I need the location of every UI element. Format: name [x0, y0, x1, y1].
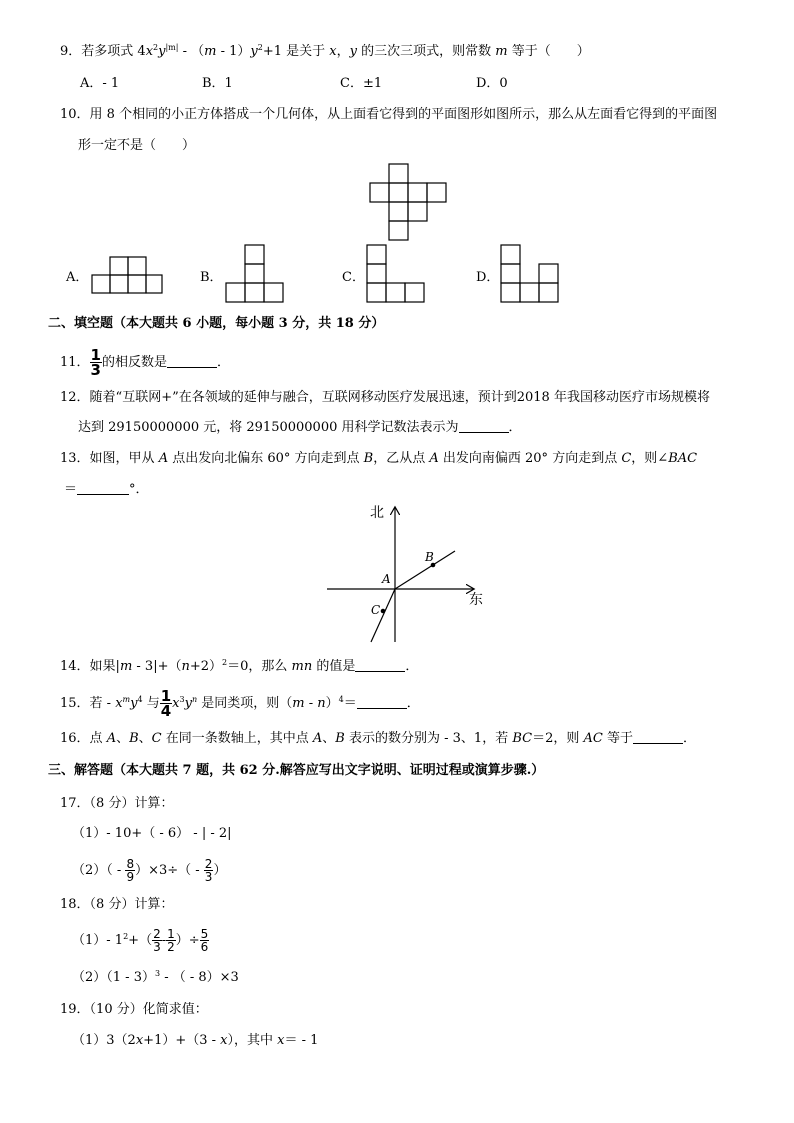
fraction — [204, 858, 214, 883]
q10-option-a-figure — [91, 256, 163, 296]
q16-text: 表示的数分别为 - 3、1，若 — [344, 731, 513, 746]
numerator: 1 — [90, 346, 101, 364]
q15-text: ） — [325, 696, 339, 711]
var-x: x — [277, 1033, 285, 1048]
q9-option-b: B．1 — [202, 76, 233, 91]
numerator: 1 — [167, 927, 175, 941]
q13-text: 出发向南偏西 20° 方向走到点 — [438, 451, 622, 466]
denominator: 4 — [160, 702, 172, 720]
q13-text: °． — [129, 482, 149, 497]
exponent: n — [191, 695, 198, 704]
numerator: 2 — [153, 927, 161, 941]
q16-text: 、 — [322, 731, 336, 746]
q9-option-a: A．- 1 — [80, 76, 120, 91]
q12-line2 — [78, 420, 522, 436]
q13-text: 点出发向北偏东 60° 方向走到点 — [168, 451, 364, 466]
denominator: 9 — [126, 870, 135, 884]
q13-text: ，则∠ — [631, 451, 669, 466]
q18-text: （1）- 1 — [72, 933, 124, 948]
q19-head: 19．（10 分）化简求值： — [60, 1002, 208, 1017]
numerator: 8 — [126, 857, 135, 871]
var-y: y — [250, 44, 258, 59]
exponent: 2 — [257, 43, 263, 52]
point-a: A — [106, 731, 117, 746]
q13-line1 — [60, 451, 697, 467]
numerator: 5 — [200, 927, 209, 941]
q18-head: 18．（8 分）计算： — [60, 897, 174, 912]
q12-end: ． — [508, 420, 522, 435]
q10-option-b-figure — [225, 244, 285, 304]
fraction — [200, 928, 210, 953]
minus-sign: - — [161, 933, 167, 948]
square — [370, 183, 389, 202]
numerator: 2 — [204, 857, 213, 871]
answer-blank[interactable] — [357, 696, 407, 709]
q15-text: 15．若 - — [60, 696, 116, 711]
var-x: x — [115, 696, 123, 711]
denominator: 6 — [200, 940, 209, 954]
q15-end: ． — [406, 696, 420, 711]
point-b: B — [363, 451, 374, 466]
answer-blank[interactable] — [459, 420, 509, 433]
section-2-title: 二、填空题（本大题共 6 小题，每小题 3 分，共 18 分） — [48, 316, 385, 331]
q15-text: 与 — [142, 696, 160, 711]
question-16 — [60, 731, 696, 747]
fraction — [166, 928, 176, 953]
var-y: y — [158, 44, 166, 59]
exponent: |m| — [165, 43, 179, 52]
var-m: m — [292, 696, 305, 711]
var-m: m — [119, 659, 133, 674]
q9-text: - （ — [178, 44, 205, 59]
q9-text: - 1） — [216, 44, 251, 59]
q12-line1: 12．随着“互联网+”在各领域的延伸与融合，互联网移动医疗发展迅速，预计到2018 年我国移动医疗市场规模将 — [60, 390, 710, 405]
square — [389, 164, 408, 183]
q9-text: 9．若多项式 4 — [60, 44, 146, 59]
answer-blank[interactable] — [167, 355, 217, 368]
q18-text: （2）（1 - 3） — [72, 970, 155, 985]
q15-text: - — [304, 696, 318, 711]
q16-text: 16．点 — [60, 731, 107, 746]
q10-option-a-label: A． — [66, 270, 89, 285]
q16-text: ＝2，则 — [532, 731, 584, 746]
var-y: y — [130, 696, 138, 711]
q11-num: 11． — [60, 355, 90, 370]
q9-option-c: C．±1 — [340, 76, 383, 91]
segment-ac: AC — [583, 731, 603, 746]
question-14 — [60, 659, 418, 675]
fraction — [125, 858, 135, 883]
q16-text: 等于 — [602, 731, 633, 746]
q14-text: 14．如果| — [60, 659, 120, 674]
square — [389, 221, 408, 240]
q9-text: 的三次三项式，则常数 — [357, 44, 496, 59]
exponent: 2 — [123, 932, 129, 941]
numerator: 1 — [160, 687, 172, 705]
exponent: 4 — [137, 695, 143, 704]
square — [389, 183, 408, 202]
point-a: A — [312, 731, 323, 746]
q13-direction-figure — [325, 500, 495, 646]
q13-line2 — [64, 482, 149, 498]
var-m: m — [204, 44, 217, 59]
q10-option-d-figure — [500, 244, 560, 304]
exponent: 2 — [153, 43, 159, 52]
q10-option-b-label: B． — [200, 270, 223, 285]
square — [408, 183, 427, 202]
var-n: n — [317, 696, 326, 711]
q17-text: ） — [213, 863, 227, 878]
var-mn: mn — [291, 659, 313, 674]
q10-option-c-figure — [366, 244, 426, 304]
north-label: 北 — [370, 505, 384, 521]
q17-head: 17．（8 分）计算： — [60, 796, 174, 811]
q14-text: ＝0，那么 — [227, 659, 292, 674]
q14-text: +2） — [189, 659, 223, 674]
q13-text: ，乙从点 — [373, 451, 430, 466]
q19-text: （1）3（2 — [72, 1033, 136, 1048]
q10-line1: 10．用 8 个相同的小正方体搭成一个几何体，从上面看它得到的平面图形如图所示，那么从左面看它得到的平面图 — [60, 107, 718, 122]
exponent: m — [122, 695, 131, 704]
label-b: B — [425, 550, 434, 564]
angle-bac: BAC — [668, 451, 698, 466]
fraction — [152, 928, 162, 953]
q18-text: ）÷ — [175, 933, 200, 948]
q19-text: +1）+（3 - — [143, 1033, 221, 1048]
segment-bc: BC — [512, 731, 533, 746]
var-y: y — [349, 44, 358, 59]
q17-part-2 — [72, 854, 226, 888]
point-c-dot — [381, 609, 386, 614]
square — [389, 202, 408, 221]
fraction — [90, 348, 102, 377]
exponent: 3 — [179, 695, 185, 704]
question-15 — [60, 688, 420, 720]
q14-text: 的值是 — [312, 659, 356, 674]
q13-text: ＝ — [64, 482, 78, 497]
q10-line2: 形一定不是（ ） — [78, 138, 196, 153]
denominator: 3 — [90, 361, 101, 379]
q17-part-1: （1）- 10+（ - 6） - | - 2| — [72, 826, 232, 841]
var-y: y — [184, 696, 192, 711]
square — [408, 202, 427, 221]
var-m: m — [495, 44, 508, 59]
q10-option-d-label: D． — [476, 270, 500, 285]
q17-text: （2）（ - — [72, 863, 126, 878]
q9-option-d: D．0 — [476, 76, 508, 91]
point-a: A — [158, 451, 169, 466]
q12-text: 达到 29150000000 元，将 29150000000 用科学记数法表示为 — [78, 420, 459, 435]
east-label: 东 — [469, 592, 483, 608]
exponent: 2 — [222, 658, 228, 667]
var-n: n — [181, 659, 190, 674]
q16-text: 、 — [116, 731, 130, 746]
q10-option-c-label: C． — [342, 270, 365, 285]
q15-text: 是同类项，则（ — [197, 696, 293, 711]
q17-text: ）×3÷（ - — [135, 863, 204, 878]
denominator: 3 — [204, 870, 213, 884]
q15-text: ＝ — [343, 696, 357, 711]
denominator: 2 — [167, 940, 175, 954]
answer-blank[interactable] — [355, 659, 405, 672]
fraction — [160, 689, 172, 718]
point-a: A — [429, 451, 439, 466]
point-b: B — [129, 731, 139, 746]
label-a: A — [382, 572, 391, 586]
exponent: 4 — [338, 695, 344, 704]
q19-part-1 — [72, 1033, 318, 1049]
denominator: 3 — [153, 940, 161, 954]
section-3-title: 三、解答题（本大题共 7 题，共 62 分.解答应写出文字说明、证明过程或演算步骤.） — [48, 763, 545, 778]
q9-text: 等于（ ） — [507, 44, 590, 59]
q18-text: +（ — [128, 933, 153, 948]
q14-end: ． — [405, 659, 419, 674]
square — [427, 183, 446, 202]
question-9 — [60, 44, 590, 60]
q10-top-view-figure — [368, 163, 448, 241]
point-b: B — [335, 731, 345, 746]
var-x: x — [145, 44, 154, 59]
label-c: C — [371, 603, 381, 617]
exponent: 3 — [154, 969, 161, 978]
q9-text: +1 是关于 — [262, 44, 330, 59]
var-x: x — [172, 696, 180, 711]
q14-text: - 3|+（ — [132, 659, 182, 674]
answer-blank[interactable] — [633, 731, 683, 744]
q11-end: ． — [217, 355, 231, 370]
q19-text: ＝ - 1 — [284, 1033, 319, 1048]
var-x: x — [220, 1033, 228, 1048]
q16-end: ． — [682, 731, 696, 746]
point-c: C — [621, 451, 632, 466]
q18-text: - （ - 8）×3 — [160, 970, 239, 985]
answer-blank[interactable] — [77, 482, 129, 495]
q9-text: ， — [336, 44, 350, 59]
point-c: C — [151, 731, 162, 746]
q13-text: 13．如图，甲从 — [60, 451, 159, 466]
var-x: x — [135, 1033, 144, 1048]
question-11 — [60, 346, 231, 379]
var-x: x — [329, 44, 337, 59]
q18-part-1 — [72, 924, 209, 958]
q16-text: 在同一条数轴上，其中点 — [161, 731, 313, 746]
q18-part-2 — [72, 970, 239, 986]
q11-text: 的相反数是 — [101, 355, 167, 370]
q19-text: ），其中 — [227, 1033, 278, 1048]
q16-text: 、 — [138, 731, 152, 746]
